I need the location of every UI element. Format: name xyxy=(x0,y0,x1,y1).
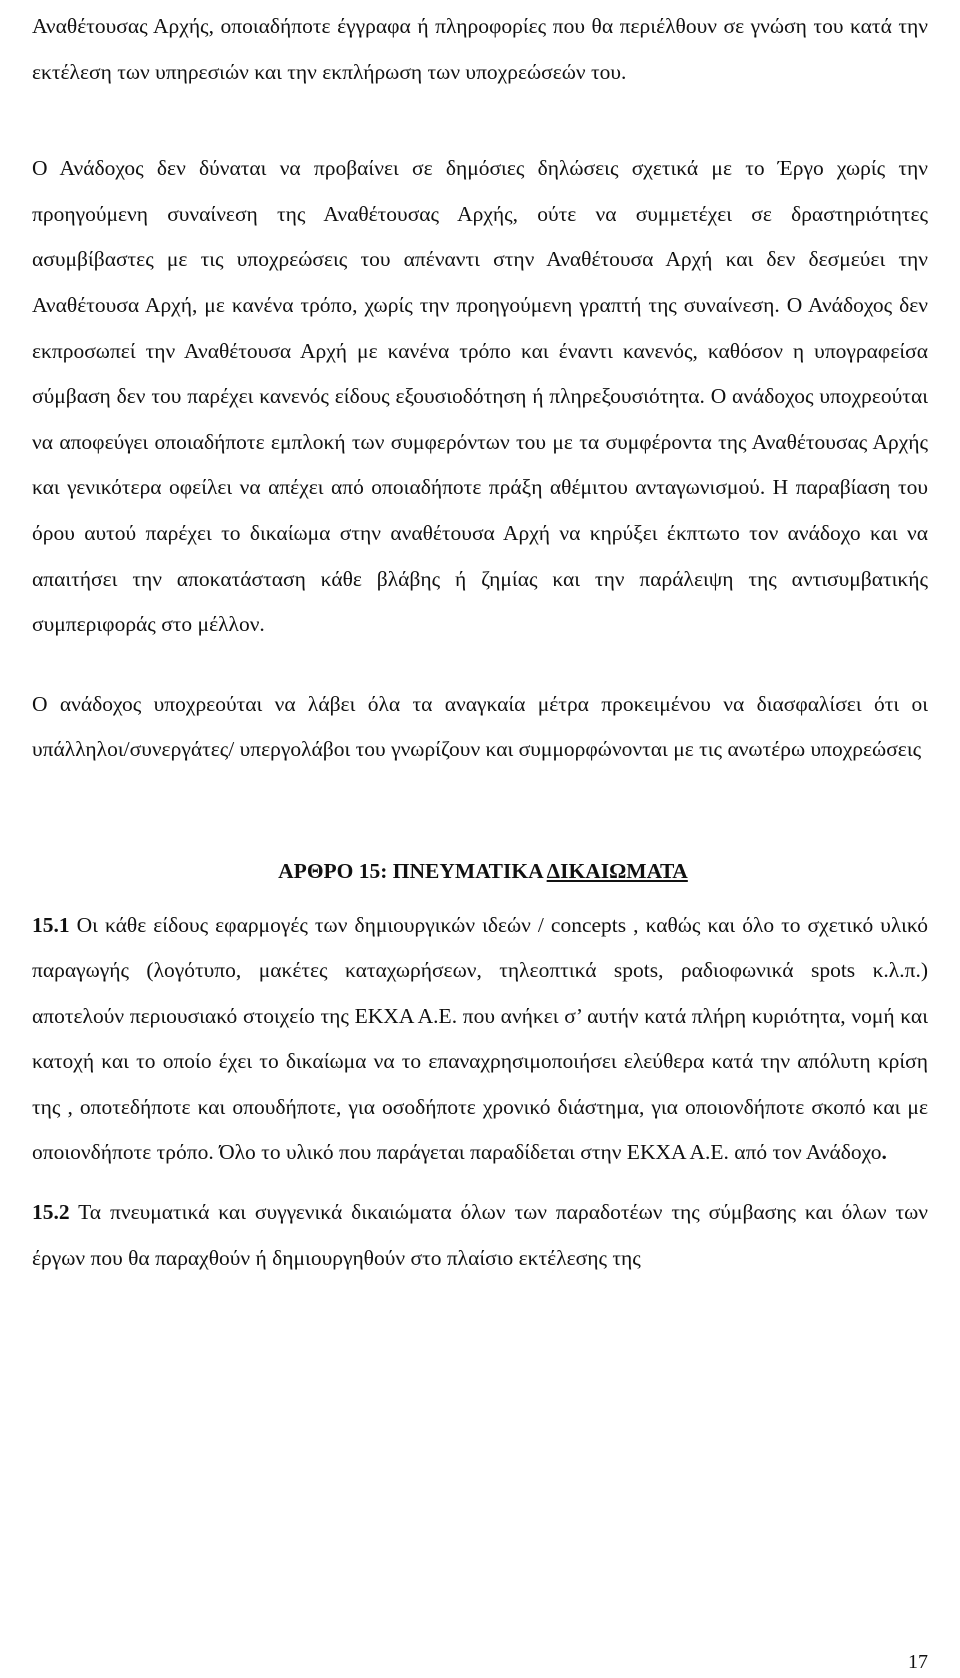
page-number: 17 xyxy=(908,1651,928,1673)
paragraph-continuation: Αναθέτουσας Αρχής, οποιαδήποτε έγγραφα ή πληροφορίες που θα περιέλθουν σε γνώση του κατά την εκτέλεση των υπηρεσιών και την εκπλήρωση των υποχρεώσεών του. xyxy=(32,14,928,84)
clause-end-mark: . xyxy=(881,1140,887,1165)
article-heading xyxy=(32,849,928,895)
clause-text: Οι κάθε είδους εφαρμογές των δημιουργικών ιδεών / concepts , καθώς και όλο το σχετικό υλικό παραγωγής (λογότυπο, μακέτες καταχωρήσεων, τηλεοπτικά spots, ραδιοφωνικά spots κ.λ.π.) αποτελούν περιουσιακό στοιχείο της ΕΚΧΑ Α.Ε. που ανήκει σ’ αυτήν κατά πλήρη κυριότητα, νομή και κατοχή και το οποίο έχει το δικαίωμα να το επαναχρησιμοποιήσει ελεύθερα κατά την απόλυτη κρίση της , οποτεδήποτε και οπουδήποτε, για οσοδήποτε χρονικό διάστημα, για οποιονδήποτε σκοπό και με οποιονδήποτε τρόπο. Όλο το υλικό που παράγεται παραδίδεται στην ΕΚΧΑ Α.Ε. από τον Ανάδοχο xyxy=(32,912,928,1165)
clause-text: Τα πνευματικά και συγγενικά δικαιώματα όλων των παραδοτέων της σύμβασης και όλων των έργων που θα παραχθούν ή δημιουργηθούν στο πλαίσιο εκτέλεσης της xyxy=(32,1200,928,1270)
clause-15-2 xyxy=(32,1190,928,1281)
clause-number: 15.1 xyxy=(32,912,70,937)
clause-number: 15.2 xyxy=(32,1200,70,1225)
paragraph-staff-obligations: Ο ανάδοχος υποχρεούται να λάβει όλα τα αναγκαία μέτρα προκειμένου να διασφαλίσει ότι οι υπάλληλοι/συνεργάτες/ υπεργολάβοι του γνωρίζουν και συμμορφώνονται με τις ανωτέρω υποχρεώσεις xyxy=(32,691,928,762)
article-heading-prefix: ΑΡΘΡΟ 15: ΠΝΕΥΜΑΤΙΚΑ xyxy=(278,858,547,883)
clause-15-1 xyxy=(32,903,928,1177)
document-page xyxy=(32,0,928,1281)
paragraph-conduct: Ο Ανάδοχος δεν δύναται να προβαίνει σε δημόσιες δηλώσεις σχετικά με το Έργο χωρίς την προηγούμενη συναίνεση της Αναθέτουσας Αρχής, ούτε να συμμετέχει σε δραστηριότητες ασυμβίβαστες με τις υποχρεώσεις του απέναντι στην Αναθέτουσα Αρχή και δεν δεσμεύει την Αναθέτουσα Αρχή, με κανένα τρόπο, χωρίς την προηγούμενη γραπτή της συναίνεση. Ο Ανάδοχος δεν εκπροσωπεί την Αναθέτουσα Αρχή με κανένα τρόπο και έναντι κανενός, καθόσον η υπογραφείσα σύμβαση δεν του παρέχει κανενός είδους εξουσιοδότηση ή πληρεξουσιότητα. Ο ανάδοχος υποχρεούται να αποφεύγει οποιαδήποτε εμπλοκή των συμφερόντων του με τα συμφέροντα της Αναθέτουσας Αρχής και γενικότερα οφείλει να απέχει από οποιαδήποτε πράξη αθέμιτου ανταγωνισμού. Η παραβίαση του όρου αυτού παρέχει το δικαίωμα στην αναθέτουσα Αρχή να κηρύξει έκπτωτο τον ανάδοχο και να απαιτήσει την αποκατάσταση κάθε βλάβης ή ζημίας και την παράλειψη της αντισυμβατικής συμπεριφοράς στο μέλλον. xyxy=(32,156,928,637)
article-heading-underlined: ΔΙΚΑΙΩΜΑΤΑ xyxy=(546,858,688,883)
